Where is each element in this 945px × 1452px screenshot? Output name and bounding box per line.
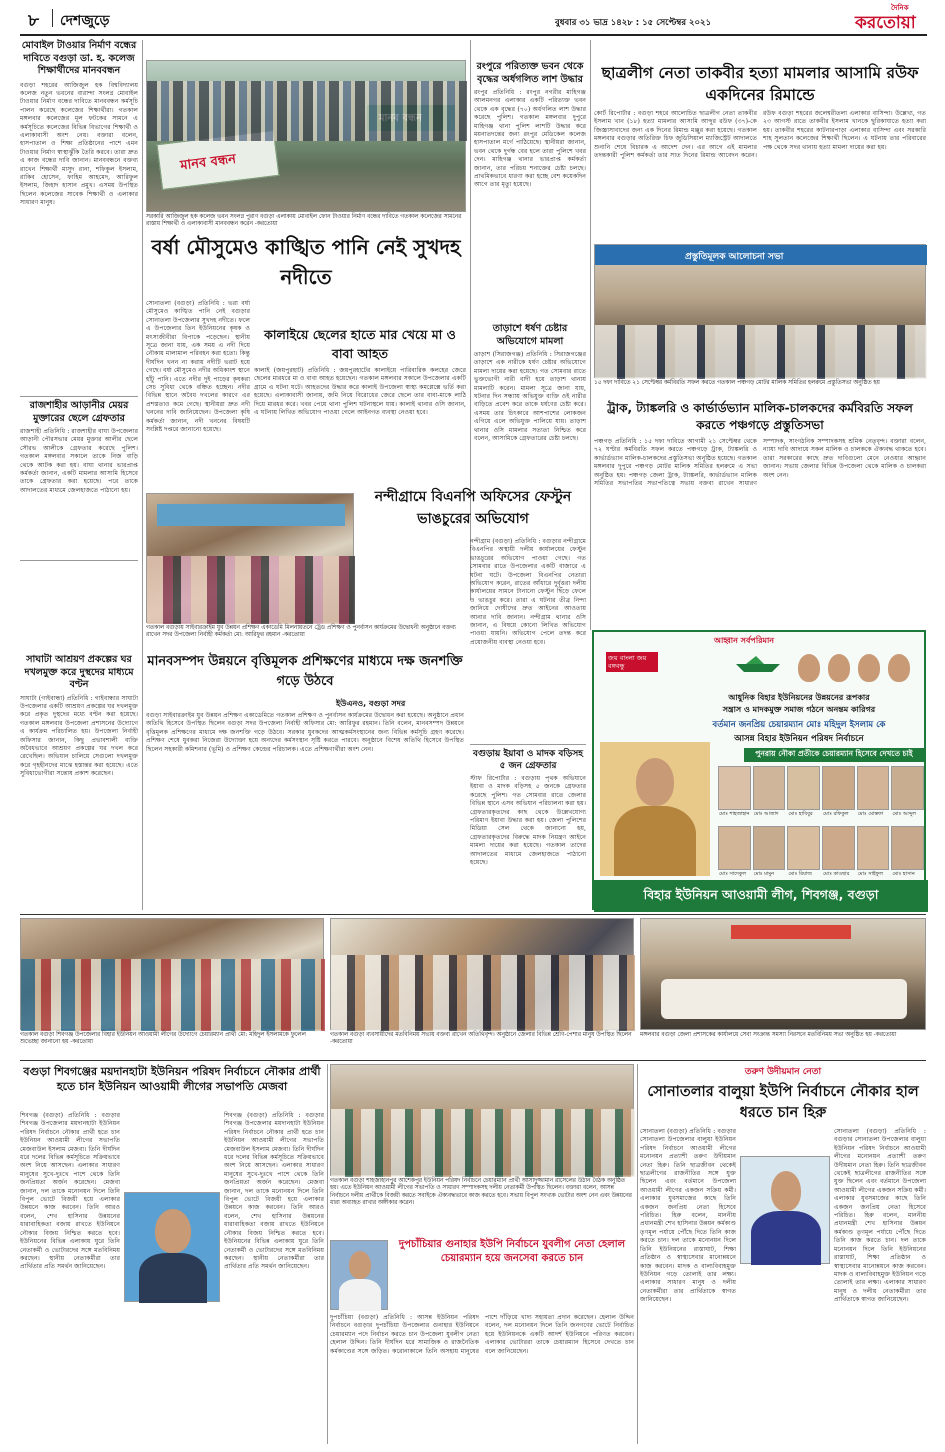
story-body: সোনাতলা (বগুড়া) প্রতিনিধি : ভরা বর্ষা মৌসুমেও কাঙ্খিত পানি নেই বগুড়ার সোনাতলা উপজেলার সুখদহ নদীতে। ফলে এ উপজেলার তিন ইউনিয়নের কৃষক ও মৎস্যজীবীরা বিপাকে পড়েছেন। স্থানীয় সূত্রে জানা যায়, এক সময় এ নদী দিয়ে নৌকায় মালামাল পরিবহন করা হতো। কিন্তু দীর্ঘদিন খনন না করায় নদীটি ভরাট হয়ে গেছে। বর্ষা মৌসুমেও নদীর অধিকাংশ স্থানে হাঁটু পানি। এতে নদীর দুই পাড়ের কৃষকরা সেচ সুবিধা থেকে বঞ্চিত হচ্ছেন। নদীর বিভিন্ন স্থানে অবৈধ দখলের কারণে এর প্রশস্ততাও কমে গেছে। স্থানীয়রা দ্রুত নদী খননের দাবি জানিয়েছেন। উপজেলা কৃষি কর্মকর্তা জানান, নদী খননের বিষয়টি সংশ্লিষ্ট দপ্তরে জানানো হয়েছে।	[146, 300, 250, 434]
ad-footer-text: বিহার ইউনিয়ন আওয়ামী লীগ, শিবগঞ্জ, বগুড়া	[643, 887, 879, 902]
story-body: স্টাফ রিপোর্টার : বগুড়ায় পৃথক অভিযানে ইয়াবা ও মাদক বড়িসহ ৫ জনকে গ্রেফতার করেছে পুলিশ। গত সোমবার রাতে জেলার বিভিন্ন স্থানে এসব অভিযান পরিচালনা করা হয়। গ্রেফতারকৃতদের কাছ থেকে উল্লেখযোগ্য পরিমাণ ইয়াবা উদ্ধার করা হয়। জেলা পুলিশের মিডিয়া সেল থেকে জানানো হয়, গ্রেফতারকৃতদের বিরুদ্ধে মাদক নিয়ন্ত্রণ আইনে মামলা দায়ের করা হয়েছে। গতকাল তাদের আদালতের মাধ্যমে জেলহাজতে পাঠানো হয়েছে।	[470, 775, 586, 867]
supporter-portrait: মোঃ কাওছার	[822, 826, 855, 870]
candidate-face	[636, 758, 674, 806]
supporter-portrait: মোঃ শাহজাহান	[718, 766, 751, 810]
supporter-portrait: মোঃ আজাদ	[753, 766, 786, 810]
headline: সোনাতলার বালুয়া ইউপি নির্বাচনে নৌকার হাল ধরতে চান হিরু	[647, 1084, 919, 1121]
story-body: সোনাতলা (বগুড়া) প্রতিনিধি : বগুড়ার সোনাতলা উপজেলার বালুয়া ইউনিয়ন পরিষদ নির্বাচনে আওয়ামী লীগের মনোনয়ন প্রত্যাশী তরুণ উদীয়মান নেতা হিরু। তিনি ছাত্রজীবন থেকেই ছাত্রলীগের রাজনীতির সঙ্গে যুক্ত ছিলেন এবং বর্তমানে উপজেলা আওয়ামী লীগের একজন সক্রিয় কর্মী। এলাকার যুবসমাজের কাছে তিনি একজন জনপ্রিয় নেতা হিসেবে পরিচিত। হিরু বলেন, মাননীয় প্রধানমন্ত্রী শেখ হাসিনার উন্নয়ন কর্মকাণ্ড তৃণমূল পর্যায়ে পৌঁছে দিতে তিনি কাজ করতে চান। দল তাকে মনোনয়ন দিলে তিনি ইউনিয়নের রাস্তাঘাট, শিক্ষা প্রতিষ্ঠান ও স্বাস্থ্যসেবার মানোন্নয়নে কাজ করবেন। মাদক ও বাল্যবিবাহমুক্ত ইউনিয়ন গড়ে তোলাই তার লক্ষ্য। এলাকার সাধারণ মানুষ ও দলীয় নেতাকর্মীরা তার প্রার্থিতাকে স্বাগত জানিয়েছেন।	[640, 1128, 736, 1304]
ad-joy-label: জয় বাংলা জয় বঙ্গবন্ধু	[606, 652, 658, 672]
crowd	[147, 81, 467, 141]
supporter-row-1	[718, 766, 924, 818]
masthead-rule	[20, 34, 927, 36]
story-body: কোর্ট রিপোর্টার : বগুড়া শহরে আলোচিত ছাত্রলীগ নেতা তাকবীর ইসলাম খান (১৮) হত্যা মামলার আসামি আব্দুর রউফ (৩৭)-কে জিজ্ঞাসাবাদের জন্য এক দিনের রিমান্ড মঞ্জুর করা হয়েছে। গতকাল মঙ্গলবার বগুড়ার অতিরিক্ত চিফ জুডিসিয়াল ম্যাজিস্ট্রেট আদালতে শুনানি শেষে বিচারক এ আদেশ দেন। এর আগে এই মামলার তদন্তকারী পুলিশ কর্মকর্তা তার সাত দিনের রিমান্ড আবেদন করেন। রউফ বগুড়া শহরের জলেশ্বরীতলা এলাকার বাসিন্দা। উল্লেখ্য, গত ২৩ আগস্ট রাতে তাকবীর ইসলাম খানকে ছুরিকাঘাতে হত্যা করা হয়। তাকবীর শহরের কাটনারপাড়া এলাকার বাসিন্দা এবং সরকারি শাহ সুলতান কলেজের শিক্ষার্থী ছিলেন। এ ঘটনায় তার পরিবারের পক্ষ থেকে সদর থানায় হত্যা মামলা দায়ের করা হয়।	[594, 110, 926, 160]
divider	[20, 914, 926, 915]
candidate-face	[771, 1171, 801, 1211]
meeting-table	[595, 325, 927, 379]
photo-truck-meeting	[594, 244, 926, 378]
photo-courtyard-meeting	[330, 1064, 634, 1176]
boat-icon	[734, 654, 782, 674]
story-saghata	[20, 654, 138, 914]
candidate-face	[349, 1251, 371, 1279]
meeting-banner	[595, 245, 927, 265]
photo-caption: সরকারি আজিজুল হক কলেজ ভবন সংলগ্ন পুরাণ বগুড়া এলাকায় মোবাইল ফোন টাওয়ার নির্মাণ বন্ধের দাবিতে গতকাল কলেজের সামনের রাস্তায় শিক্ষার্থী ও এলাকাবাসী মানববন্ধন করেন -করতোয়া	[146, 214, 462, 228]
portrait	[798, 654, 820, 682]
story-rimand	[594, 62, 926, 242]
ad-call: আহ্বান সর্বপরিমান	[714, 636, 775, 645]
candidate-photo-helal	[330, 1240, 388, 1310]
photo-business-meeting	[330, 918, 634, 1030]
photo-flowers	[20, 918, 324, 1030]
stage-banner	[157, 504, 345, 526]
story-body: সাঘাটা (গাইবান্ধা) প্রতিনিধি : গাইবান্ধার সাঘাটা উপজেলার একটি আশ্রয়ণ প্রকল্পের ঘর দখলমুক্ত করে প্রকৃত দুস্থদের মধ্যে বণ্টন করা হয়েছে। গতকাল মঙ্গলবার উপজেলা প্রশাসনের উদ্যোগে এ কার্যক্রম পরিচালিত হয়। উপজেলা নির্বাহী অফিসার জানান, কিছু প্রভাবশালী ব্যক্তি অবৈধভাবে আশ্রয়ণ প্রকল্পের ঘর দখল করে রেখেছিল। অভিযান চালিয়ে সেগুলো দখলমুক্ত করে গৃহহীনদের মাঝে হস্তান্তর করা হয়েছে। এতে সুবিধাভোগীরা সন্তোষ প্রকাশ করেছেন।	[20, 694, 138, 778]
supporter-portrait: মোঃ সাইফুল	[857, 826, 890, 870]
divider	[20, 560, 138, 561]
ad-line4: আসন্ন বিহার ইউনিয়ন পরিষদ নির্বাচনে	[734, 734, 864, 744]
story-yaba	[470, 744, 586, 912]
column-divider	[142, 40, 143, 910]
ad-line2: সন্ত্রাস ও মাদকমুক্ত সমাজ গঠনে অনন্তম কারিগর	[722, 705, 876, 714]
headline: দুপচাঁচিয়ার গুনাহার ইউপি নির্বাচনে যুবলীগ নেতা হেলাল চেয়ারম্যান হয়ে জনসেবা করতে চান	[398, 1239, 626, 1264]
story-tarash	[474, 322, 586, 484]
story-body: নন্দীগ্রাম (বগুড়া) প্রতিনিধি : বগুড়ার নন্দীগ্রামে বিএনপির অস্থায়ী দলীয় কার্যালয়ের ফেস্টুন ভাঙচুরের অভিযোগ পাওয়া গেছে। গত সোমবার রাতে উপজেলার একটি বাজারে এ ঘটনা ঘটে। উপজেলা বিএনপির নেতারা অভিযোগ করেন, রাতের আঁধারে দুর্বৃত্তরা দলীয় কার্যালয়ের সামনে টানানো ফেস্টুন ছিঁড়ে ফেলে ও ভাঙচুর করে। তারা এ ঘটনার তীব্র নিন্দা জানিয়ে দোষীদের দ্রুত আইনের আওতায় আনার দাবি জানান। নন্দীগ্রাম থানার ওসি জানান, এ বিষয়ে কোনো লিখিত অভিযোগ পাওয়া যায়নি। অভিযোগ পেলে তদন্ত করে প্রয়োজনীয় ব্যবস্থা নেওয়া হবে।	[470, 538, 586, 646]
headline: বগুড়ায় ইয়াবা ও মাদক বড়িসহ ৫ জন গ্রেফতার	[472, 749, 583, 771]
audience	[147, 556, 355, 624]
story-dupchanchia	[330, 1238, 634, 1444]
supporter-portrait: মোঃ মোস্তফা	[857, 766, 890, 810]
headline: মোবাইল টাওয়ার নির্মাণ বন্ধের দাবিতে বগুড়া ডা. হ. কলেজ শিক্ষার্থীদের মানববন্ধন	[21, 40, 137, 76]
supporter-portrait: মোঃ মামুন	[753, 826, 786, 870]
supporter-portrait: মোঃ রফিকুল	[822, 766, 855, 810]
banner-text: মানব বন্ধন	[179, 151, 237, 174]
story-truck	[594, 400, 926, 628]
group-people	[331, 955, 635, 1031]
column-divider	[590, 40, 591, 630]
story-body: রংপুর প্রতিনিধি : রংপুর নগরীর মাহিগঞ্জ আলমনগর এলাকার একটি পরিত্যক্ত ভবন থেকে এক বৃদ্ধের (৭০) অর্ধগলিত লাশ উদ্ধার করেছে পুলিশ। গতকাল মঙ্গলবার দুপুরে মাহিগঞ্জ থানা পুলিশ লাশটি উদ্ধার করে ময়নাতদন্তের জন্য রংপুর মেডিকেল কলেজ হাসপাতাল মর্গে পাঠিয়েছে। স্থানীয়রা জানান, ভবন থেকে দুর্গন্ধ বের হলে তারা পুলিশে খবর দেন। মাহিগঞ্জ থানার ভারপ্রাপ্ত কর্মকর্তা জানান, তার পরিচয় শনাক্তের চেষ্টা চলছে। প্রাথমিকভাবে ধারণা করা হচ্ছে বেশ কয়েকদিন আগে তার মৃত্যু হয়েছে।	[474, 89, 586, 189]
meeting-banner	[731, 925, 851, 939]
story-body: দুপচাঁচিয়া (বগুড়া) প্রতিনিধি : আসন্ন ইউনিয়ন পরিষদ নির্বাচনে বগুড়ার দুপচাঁচিয়া উপজেলার গুনাহার ইউনিয়নে চেয়ারম্যান পদে নির্বাচন করতে চান উপজেলা যুবলীগ নেতা হেলাল উদ্দিন। তিনি দীর্ঘদিন ধরে সামাজিক ও রাজনৈতিক কর্মকাণ্ডের সঙ্গে জড়িত। করোনাকালে তিনি অসহায় মানুষের পাশে দাঁড়িয়ে খাদ্য সহায়তা প্রদান করেছেন। হেলাল উদ্দিন বলেন, দল মনোনয়ন দিলে তিনি জনগণের ভোটে নির্বাচিত হয়ে ইউনিয়নকে একটি আদর্শ ইউনিয়নে পরিণত করবেন। এলাকার ভোটাররা তাকে চেয়ারম্যান হিসেবে দেখতে চান বলে জানিয়েছেন।	[330, 1314, 634, 1355]
leader-portraits	[794, 650, 924, 690]
candidate-body	[751, 1211, 821, 1265]
section-name: দেশজুড়ে	[60, 13, 110, 29]
headline: রাজশাহীর আড়ানীর মেয়র মুক্তারের ছেলে গ্রেফতার	[29, 400, 129, 424]
headline: সাঘাটা আশ্রয়ণ প্রকল্পের ঘর দখলমুক্ত করে দুস্থদের মাধ্যমে বণ্টন	[24, 654, 134, 690]
story-body-cont: সোনাতলা (বগুড়া) প্রতিনিধি : বগুড়ার সোনাতলা উপজেলার বালুয়া ইউনিয়ন পরিষদ নির্বাচনে আওয়ামী লীগের মনোনয়ন প্রত্যাশী তরুণ উদীয়মান নেতা হিরু। তিনি ছাত্রজীবন থেকেই ছাত্রলীগের রাজনীতির সঙ্গে যুক্ত ছিলেন এবং বর্তমানে উপজেলা আওয়ামী লীগের একজন সক্রিয় কর্মী। এলাকার যুবসমাজের কাছে তিনি একজন জনপ্রিয় নেতা হিসেবে পরিচিত। হিরু বলেন, মাননীয় প্রধানমন্ত্রী শেখ হাসিনার উন্নয়ন কর্মকাণ্ড তৃণমূল পর্যায়ে পৌঁছে দিতে তিনি কাজ করতে চান। দল তাকে মনোনয়ন দিলে তিনি ইউনিয়নের রাস্তাঘাট, শিক্ষা প্রতিষ্ঠান ও স্বাস্থ্যসেবার মানোন্নয়নে কাজ করবেন। মাদক ও বাল্যবিবাহমুক্ত ইউনিয়ন গড়ে তোলাই তার লক্ষ্য। এলাকার সাধারণ মানুষ ও দলীয় নেতাকর্মীরা তার প্রার্থিতাকে স্বাগত জানিয়েছেন।	[834, 1128, 926, 1304]
issue-date: বুধবার ৩১ ভাদ্র ১৪২৮ : ১৫ সেপ্টেম্বর ২০২১	[555, 18, 712, 28]
supporter-portrait: মোঃ আব্দুল	[891, 766, 924, 810]
story-mobile-tower	[20, 40, 138, 450]
story-rajshahi	[20, 400, 138, 560]
supporter-portrait: মোঃ রিয়াজ	[787, 826, 820, 870]
story-shibganj	[20, 1064, 324, 1444]
story-barsha	[146, 232, 466, 302]
story-body: বগুড়া শহরের আজিজুল হক বিশ্ববিদ্যালয় কলেজ নতুন ভবনের বারান্দা সংলগ্ন মোবাইল টাওয়ার নির্মাণ বন্ধের দাবিতে মানববন্ধন কর্মসূচি পালন করেছে কলেজের শিক্ষার্থীরা। গতকাল মঙ্গলবার কলেজের মূল ফটকের সামনে এ কর্মসূচিতে কলেজের বিভিন্ন বিভাগের শিক্ষার্থী ও এলাকাবাসী অংশ নেয়। বক্তারা বলেন, হাসপাতাল ও শিক্ষা প্রতিষ্ঠানের পাশে এমন টাওয়ার নির্মাণ স্বাস্থ্যঝুঁকি তৈরি করবে। তারা দ্রুত এ কাজ বন্ধের দাবি জানান। মানববন্ধনে বক্তব্য রাখেন শিক্ষার্থী মাসুদ রানা, শফিকুল ইসলাম, রাকিব হোসেন, ফাহিম আহমেদ, আরিফুল ইসলাম, জিহাদ হাসান প্রমুখ। এসময় উপস্থিত ছিলেন কলেজের সাবেক শিক্ষার্থী ও এলাকার সাধারণ মানুষ।	[20, 81, 138, 207]
conference-table	[661, 979, 907, 1019]
supporter-portrait: মোঃ হাসান	[891, 826, 924, 870]
story-body: বগুড়া সাইবারক্রাইম যুব উন্নয়ন প্রশিক্ষণ একাডেমিতে গতকাল প্রশিক্ষণ ও পুনর্বাসন কার্যক্রমের উদ্বোধন করা হয়েছে। অনুষ্ঠানে প্রধান অতিথি হিসেবে উপস্থিত ছিলেন বগুড়া সদর উপজেলা নির্বাহী অফিসার মো: আরিফুর রহমান। তিনি বলেন, মানবসম্পদ উন্নয়নে বৃত্তিমূলক প্রশিক্ষণের মাধ্যমে দক্ষ জনশক্তি গড়ে উঠবে। সরকার যুবকদের আত্মকর্মসংস্থানের জন্য বিভিন্ন কর্মসূচি গ্রহণ করেছে। প্রশিক্ষণ শেষে যুবকরা নিজেরা উদ্যোক্তা হয়ে অন্যদের কর্মসংস্থান সৃষ্টি করতে পারবে। অনুষ্ঠানে বিশেষ অতিথি হিসেবে উপস্থিত ছিলেন সহকারী কমিশনার (ভূমি) ও প্রশিক্ষণ কেন্দ্রের পরিচালক। এতে প্রশিক্ষণার্থীরা অংশ নেন।	[146, 712, 464, 753]
logo-small-text: দৈনিক	[891, 4, 909, 12]
candidate-body	[339, 1279, 381, 1311]
portrait	[828, 654, 850, 682]
headline: তাড়াশে ধর্ষণ চেষ্টার অভিযোগে মামলা	[492, 323, 568, 347]
masthead-logo	[855, 2, 927, 34]
logo-text: করতোয়া	[855, 13, 916, 33]
masthead-divider	[52, 9, 53, 27]
headline: ট্রাক, ট্যাঙ্কলরি ও কার্ভার্ডভ্যান মালিক-চালকদের কর্মবিরতি সফল করতে পঞ্চগড়ে প্রস্তুতিসভা	[607, 401, 913, 432]
candidate-photo-mezba	[124, 1192, 220, 1302]
candidate-face	[155, 1209, 191, 1253]
divider	[20, 396, 138, 397]
banner-text: প্রস্তুতিমূলক আলোচনা সভা	[685, 252, 784, 262]
photo-caption: ১৫ দফা দাবিতে ২১ সেপ্টেম্বর কর্মবিরতি সফল করতে গতকাল পঞ্চগড় মোটর মালিক সমিতির হলরুমে প্রস্তুতিসভা অনুষ্ঠিত হয়	[594, 380, 880, 386]
page-number: ৮	[28, 11, 40, 31]
photo-caption: গতকাল বগুড়ায় সাইবারক্রাইম যুব উন্নয়ন প্রশিক্ষণ একাডেমি মিলনায়তনে ট্রেড প্রশিক্ষণ ও পুনর্বাসন কার্যক্রমের উদ্বোধনী অনুষ্ঠানে বক্তব্য রাখেন সদর উপজেলা নির্বাহী কর্মকর্তা মো: আরিফুর রহমান -করতোয়া	[146, 625, 456, 639]
photo-human-chain	[146, 60, 466, 212]
story-body: রাজশাহী প্রতিনিধি : রাজশাহীর বাঘা উপজেলার আড়ানী পৌরসভার মেয়র মুক্তার আলীর ছেলে সৌরভ আলীকে গ্রেফতার করেছে পুলিশ। গতকাল মঙ্গলবার সকালে তাকে নিজ বাড়ি থেকে আটক করা হয়। বাঘা থানার ভারপ্রাপ্ত কর্মকর্তা জানান, একটি মামলার আসামি হিসেবে তাকে গ্রেফতার করা হয়েছে। পরে তাকে আদালতের মাধ্যমে জেলহাজতে পাঠানো হয়।	[20, 428, 138, 494]
advert-bihar-union	[592, 630, 926, 910]
headline: কালাইয়ে ছেলের হাতে মার খেয়ে মা ও বাবা আহত	[264, 327, 456, 361]
headline: মানবসম্পদ উন্নয়নে বৃত্তিমূলক প্রশিক্ষণের মাধ্যমে দক্ষ জনশক্তি গড়ে উঠবে	[147, 654, 463, 689]
supporter-portrait: মোঃ সাদেকুল	[718, 826, 751, 870]
story-body: তাড়াশ (সিরাজগঞ্জ) প্রতিনিধি : সিরাজগঞ্জের তাড়াশে এক নারীকে ধর্ষণ চেষ্টার অভিযোগে মামলা দায়ের করা হয়েছে। গত সোমবার রাতে ভুক্তভোগী নারী বাদী হয়ে তাড়াশ থানায় মামলাটি করেন। মামলা সূত্রে জানা যায়, ঘটনার দিন সন্ধ্যায় অভিযুক্ত ব্যক্তি ওই নারীর বাড়িতে প্রবেশ করে তাকে ধর্ষণের চেষ্টা করে। এসময় তার চিৎকারে আশপাশের লোকজন এগিয়ে এলে অভিযুক্ত পালিয়ে যায়। তাড়াশ থানার ওসি মামলার সত্যতা নিশ্চিত করে বলেন, আসামিকে গ্রেফতারের চেষ্টা চলছে।	[474, 351, 586, 443]
candidate-body	[139, 1253, 207, 1303]
candidate-photo	[600, 742, 710, 876]
story-hiru	[640, 1064, 926, 1444]
headline: বর্ষা মৌসুমেও কাঙ্খিত পানি নেই সুখদহ নদীতে	[151, 235, 461, 289]
supporter-row-2	[718, 826, 924, 878]
ad-line5: পুনরায় নৌকা প্রতীকে চেয়ারম্যান হিসেবে দেখতে চাই	[744, 748, 924, 762]
story-tag: ইউএনও, বগুড়া সদর	[336, 699, 406, 708]
photo-caption: গতকাল বগুড়া শাহজাহানপুর আশেকপুর ইউনিয়ন পরিষদ নির্বাচনে চেয়ারম্যান প্রার্থী আসাদুজ্জামান রাসেলের উঠান বৈঠক অনুষ্ঠিত হয়। এতে ইউনিয়ন আওয়ামী লীগের সভাপতি ও সাধারণ সম্পাদকসহ দলীয় নেতাকর্মী উপস্থিত ছিলেন। বক্তারা বলেন, আসন্ন নির্বাচনে দলীয় প্রার্থীকে বিজয়ী করতে সবাইকে ঐক্যবদ্ধভাবে কাজ করতে হবে। সভায় বিপুল সংখ্যক ভোটার অংশ নেন এবং উন্নয়নের ধারা অব্যাহত রাখার অঙ্গীকার করেন।	[330, 1178, 632, 1207]
column-divider	[327, 1064, 328, 1444]
headline: ছাত্রলীগ নেতা তাকবীর হত্যা মামলার আসামি রউফ একদিনের রিমান্ডে	[601, 64, 919, 104]
ad-footer-bar	[594, 880, 928, 912]
story-body-cont: শিবগঞ্জ (বগুড়া) প্রতিনিধি : বগুড়ার শিবগঞ্জ উপজেলার ময়দানহাটা ইউনিয়ন পরিষদ নির্বাচনে নৌকার প্রার্থী হতে চান ইউনিয়ন আওয়ামী লীগের সভাপতি মেজবাউল ইসলাম মেজবা। তিনি দীর্ঘদিন ধরে দলের বিভিন্ন কর্মসূচিতে সক্রিয়ভাবে অংশ নিয়ে আসছেন। এলাকার সাধারণ মানুষের সুখে-দুঃখে পাশে থেকে তিনি জনপ্রিয়তা অর্জন করেছেন। মেজবা জানান, দল তাকে মনোনয়ন দিলে তিনি বিপুল ভোটে বিজয়ী হয়ে এলাকার উন্নয়নে কাজ করবেন। তিনি আরও বলেন, শেখ হাসিনার উন্নয়নের ধারাবাহিকতা বজায় রাখতে ইউনিয়নে নৌকার বিজয় নিশ্চিত করতে হবে। ইউনিয়নের বিভিন্ন এলাকায় ঘুরে তিনি নেতাকর্মী ও ভোটারদের সঙ্গে মতবিনিময় করছেন। স্থানীয় নেতাকর্মীরা তার প্রার্থিতার প্রতি সমর্থন জানিয়েছেন।	[224, 1112, 324, 1271]
photo-caption: মঙ্গলবার বগুড়া জেলা প্রশাসকের কার্যালয়ে সেবা সংক্রান্ত সমস্যা নিরসনে মতবিনিময় সভা অনুষ্ঠিত হয় -করতোয়া	[640, 1032, 897, 1038]
portrait	[888, 654, 910, 682]
ad-line3: বর্তমান জনপ্রিয় চেয়ারম্যান মোঃ মহিদুল ইসলাম কে	[712, 720, 886, 730]
story-body: পঞ্চগড় প্রতিনিধি : ১৫ দফা দাবিতে আগামী ২১ সেপ্টেম্বর থেকে ৭২ ঘণ্টার কর্মবিরতি সফল করতে পঞ্চগড়ে ট্রাক, ট্যাঙ্কলরি ও কার্ভার্ডভ্যান মালিক-চালকদের প্রস্তুতিসভা অনুষ্ঠিত হয়েছে। গতকাল মঙ্গলবার দুপুরে পঞ্চগড় মোটর মালিক সমিতির হলরুমে এ সভা অনুষ্ঠিত হয়। পঞ্চগড় জেলা ট্রাক, ট্যাঙ্কলরি, কার্ভার্ডভ্যান মালিক সমিতির সভাপতির সভাপতিত্বে সভায় বক্তব্য রাখেন সাধারণ সম্পাদক, সাংগঠনিক সম্পাদকসহ শ্রমিক নেতৃবৃন্দ। বক্তারা বলেন, ন্যায্য দাবি আদায়ে সকল মালিক ও চালককে ঐক্যবদ্ধ থাকতে হবে। তারা সরকারের কাছে দ্রুত দাবিগুলো মেনে নেওয়ার আহ্বান জানান। সভায় জেলার বিভিন্ন উপজেলা থেকে মালিক ও চালকরা অংশ নেন।	[594, 438, 926, 488]
candidate-body	[614, 806, 696, 876]
seated-crowd	[331, 1109, 635, 1177]
photo-caption: গতকাল বগুড়া শিবগঞ্জ উপজেলার বিহার ইউনিয়ন আওয়ামী লীগের উদ্যোগে চেয়ারম্যান প্রার্থী মো: মহিদুল ইসলামকে ফুলেল শুভেচ্ছা জানানো হয় -করতোয়া	[20, 1032, 306, 1046]
photo-training	[146, 493, 354, 623]
photo-caption: গতকাল বগুড়া ব্যবসায়ীদের মতবিনিময় সভায় বক্তব্য রাখেন অতিথিবৃন্দ। অনুষ্ঠানে জেলার বিভিন্ন শ্রেণি-পেশার মানুষ উপস্থিত ছিলেন -করতোয়া	[330, 1032, 632, 1046]
headline: রংপুরে পরিত্যক্ত ভবন থেকে বৃদ্ধের অর্ধগলিত লাশ উদ্ধার	[476, 61, 584, 85]
photo-dc-meeting	[640, 918, 926, 1030]
story-body: শিবগঞ্জ (বগুড়া) প্রতিনিধি : বগুড়ার শিবগঞ্জ উপজেলার ময়দানহাটা ইউনিয়ন পরিষদ নির্বাচনে নৌকার প্রার্থী হতে চান ইউনিয়ন আওয়ামী লীগের সভাপতি মেজবাউল ইসলাম মেজবা। তিনি দীর্ঘদিন ধরে দলের বিভিন্ন কর্মসূচিতে সক্রিয়ভাবে অংশ নিয়ে আসছেন। এলাকার সাধারণ মানুষের সুখে-দুঃখে পাশে থেকে তিনি জনপ্রিয়তা অর্জন করেছেন। মেজবা জানান, দল তাকে মনোনয়ন দিলে তিনি বিপুল ভোটে বিজয়ী হয়ে এলাকার উন্নয়নে কাজ করবেন। তিনি আরও বলেন, শেখ হাসিনার উন্নয়নের ধারাবাহিকতা বজায় রাখতে ইউনিয়নে নৌকার বিজয় নিশ্চিত করতে হবে। ইউনিয়নের বিভিন্ন এলাকায় ঘুরে তিনি নেতাকর্মী ও ভোটারদের সঙ্গে মতবিনিময় করছেন। স্থানীয় নেতাকর্মীরা তার প্রার্থিতার প্রতি সমর্থন জানিয়েছেন।	[20, 1112, 120, 1271]
divider	[20, 1060, 926, 1061]
group-people	[21, 959, 325, 1031]
kicker: তরুণ উদীয়মান নেতা	[744, 1067, 822, 1077]
column-divider	[637, 1064, 638, 1444]
story-body: কালাই (জয়পুরহাট) প্রতিনিধি : জয়পুরহাটের কালাইয়ে পারিবারিক কলহের জেরে ছেলের মারধরে মা ও বাবা আহত হয়েছেন। গতকাল মঙ্গলবার সকালে উপজেলার একটি গ্রামে এ ঘটনা ঘটে। আহতদের উদ্ধার করে কালাই উপজেলা স্বাস্থ্য কমপ্লেক্সে ভর্তি করা হয়েছে। এলাকাবাসী জানায়, জমি নিয়ে বিরোধের জেরে ছেলে তার বাবা-মাকে লাঠি দিয়ে মারধর করে। খবর পেয়ে থানা পুলিশ ঘটনাস্থলে যায়। কালাই থানার ওসি জানান, এ ঘটনায় লিখিত অভিযোগ পাওয়া গেলে আইনগত ব্যবস্থা নেওয়া হবে।	[254, 367, 466, 417]
portrait	[858, 654, 880, 682]
ad-line1: আধুনিক বিহার ইউনিয়নের উন্নয়নের রূপকার	[728, 693, 870, 702]
headline: নন্দীগ্রামে বিএনপি অফিসের ফেস্টুন ভাঙচুরের অভিযোগ	[374, 489, 572, 527]
masthead	[0, 0, 945, 38]
story-rangpur	[474, 60, 586, 322]
candidate-photo-hiru	[740, 1156, 830, 1264]
headline: বগুড়া শিবগঞ্জের ময়দানহাটা ইউনিয়ন পরিষদ নির্বাচনে নৌকার প্রার্থী হতে চান ইউনিয়ন আওয়ামী লীগের সভাপতি মেজবা	[23, 1065, 321, 1093]
supporter-portrait: মোঃ হাবিবুর	[787, 766, 820, 810]
